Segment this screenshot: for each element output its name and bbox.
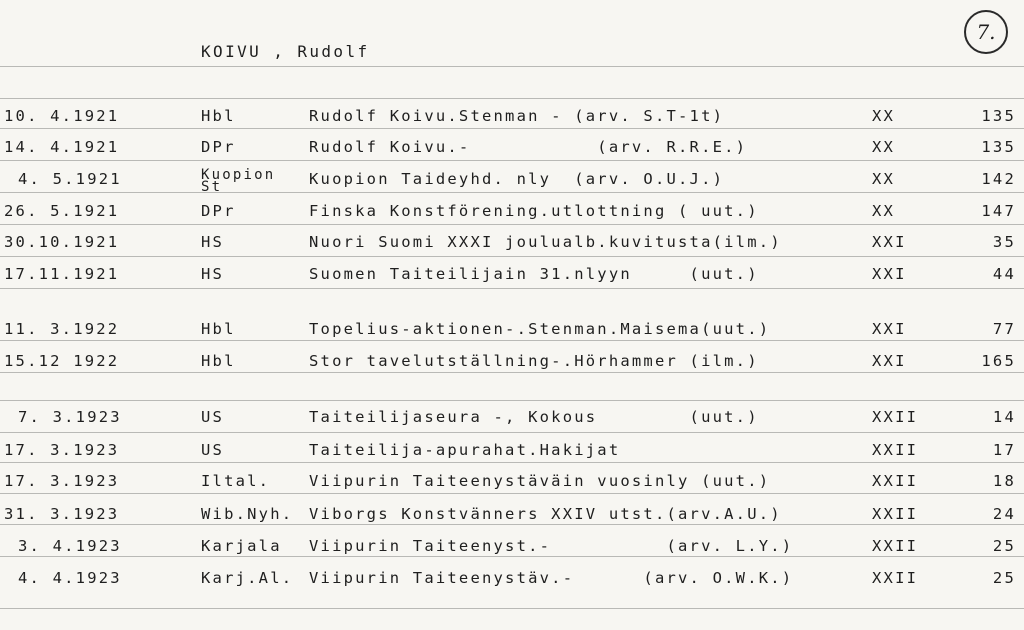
entry-row: [0, 262, 1024, 286]
entry-row: [0, 135, 1024, 159]
entry-source: US: [201, 441, 225, 459]
ruled-line: [0, 224, 1024, 225]
entry-description: Taiteilijaseura -, Kokous (uut.): [309, 408, 759, 426]
ruled-line: [0, 608, 1024, 609]
entry-description: Kuopion Taideyhd. nly (arv. O.U.J.): [309, 170, 725, 188]
entry-source: HS: [201, 265, 225, 283]
entry-row: [0, 104, 1024, 128]
entry-volume: XXII: [872, 537, 919, 555]
ruled-line: [0, 256, 1024, 257]
entry-page: 135: [981, 107, 1016, 125]
entry-row: [0, 566, 1024, 590]
entry-row: [0, 317, 1024, 341]
ruled-line: [0, 66, 1024, 67]
entry-page: 135: [981, 138, 1016, 156]
entry-description: Topelius-aktionen-.Stenman.Maisema(uut.): [309, 320, 771, 338]
card-number: 7.: [976, 20, 996, 44]
entry-date: 4. 4.1923: [18, 569, 122, 587]
entry-date: 15.12 1922: [4, 352, 120, 370]
entry-date: 26. 5.1921: [4, 202, 120, 220]
entry-date: 17. 3.1923: [4, 472, 120, 490]
entry-row: [0, 502, 1024, 526]
entry-description: Viipurin Taiteenystäv.- (arv. O.W.K.): [309, 569, 794, 587]
entry-source: DPr: [201, 202, 236, 220]
ruled-line: [0, 493, 1024, 494]
entry-date: 4. 5.1921: [18, 170, 122, 188]
entry-volume: XXI: [872, 320, 907, 338]
entry-description: Nuori Suomi XXXI joulualb.kuvitusta(ilm.): [309, 233, 782, 251]
entry-row: [0, 469, 1024, 493]
entry-description: Stor tavelutställning-.Hörhammer (ilm.): [309, 352, 759, 370]
entry-page: 14: [992, 408, 1016, 426]
entry-volume: XXI: [872, 233, 907, 251]
entry-date: 17. 3.1923: [4, 441, 120, 459]
card-number-badge: [964, 10, 1008, 54]
entry-volume: XXI: [872, 265, 907, 283]
entry-row: [0, 534, 1024, 558]
entry-volume: XX: [872, 107, 896, 125]
entry-page: 77: [992, 320, 1016, 338]
entry-description: Viipurin Taiteenystäväin vuosinly (uut.): [309, 472, 771, 490]
entry-volume: XXII: [872, 505, 919, 523]
entry-description: Viipurin Taiteenyst.- (arv. L.Y.): [309, 537, 794, 555]
ruled-line: [0, 98, 1024, 99]
entry-description: Finska Konstförening.utlottning ( uut.): [309, 202, 759, 220]
surname: KOIVU: [201, 42, 262, 61]
entry-source: DPr: [201, 138, 236, 156]
entry-source: Hbl: [201, 107, 236, 125]
entry-page: 24: [992, 505, 1016, 523]
entry-description: Suomen Taiteilijain 31.nlyyn (uut.): [309, 265, 759, 283]
entry-date: 11. 3.1922: [4, 320, 120, 338]
entry-date: 14. 4.1921: [4, 138, 120, 156]
entry-page: 18: [992, 472, 1016, 490]
entry-page: 35: [992, 233, 1016, 251]
ruled-line: [0, 192, 1024, 193]
entry-date: 10. 4.1921: [4, 107, 120, 125]
ruled-line: [0, 462, 1024, 463]
entry-volume: XXII: [872, 441, 919, 459]
entry-date: 3. 4.1923: [18, 537, 122, 555]
entry-page: 17: [992, 441, 1016, 459]
entry-date: 31. 3.1923: [4, 505, 120, 523]
entry-description: Taiteilija-apurahat.Hakijat: [309, 441, 621, 459]
entry-page: 25: [992, 569, 1016, 587]
entry-volume: XX: [872, 138, 896, 156]
entry-source: Hbl: [201, 320, 236, 338]
entry-source: Iltal.: [201, 472, 271, 490]
entry-volume: XXII: [872, 408, 919, 426]
entry-row: [0, 199, 1024, 223]
entry-row: [0, 167, 1024, 195]
entry-source: Wib.Nyh.: [201, 505, 294, 523]
entry-page: 25: [992, 537, 1016, 555]
entry-description: Viborgs Konstvänners XXIV utst.(arv.A.U.): [309, 505, 782, 523]
entry-volume: XXII: [872, 569, 919, 587]
entry-date: 30.10.1921: [4, 233, 120, 251]
ruled-line: [0, 288, 1024, 289]
entry-source: Kuopion St: [201, 167, 276, 195]
ruled-line: [0, 160, 1024, 161]
entry-row: [0, 405, 1024, 429]
card-header: [201, 42, 370, 61]
name-separator: ,: [273, 42, 286, 61]
entry-volume: XX: [872, 202, 896, 220]
entry-row: [0, 349, 1024, 373]
entry-source: US: [201, 408, 225, 426]
entry-source: Karjala: [201, 537, 282, 555]
entry-source: Karj.Al.: [201, 569, 294, 587]
entry-date: 7. 3.1923: [18, 408, 122, 426]
entry-volume: XXII: [872, 472, 919, 490]
entry-date: 17.11.1921: [4, 265, 120, 283]
entry-page: 147: [981, 202, 1016, 220]
entry-page: 165: [981, 352, 1016, 370]
entry-page: 142: [981, 170, 1016, 188]
entry-source: HS: [201, 233, 225, 251]
entry-row: [0, 230, 1024, 254]
ruled-line: [0, 400, 1024, 401]
ruled-line: [0, 128, 1024, 129]
entry-page: 44: [992, 265, 1016, 283]
entry-source: Hbl: [201, 352, 236, 370]
entry-description: Rudolf Koivu.Stenman - (arv. S.T-1t): [309, 107, 725, 125]
entry-description: Rudolf Koivu.- (arv. R.R.E.): [309, 138, 748, 156]
entry-volume: XXI: [872, 352, 907, 370]
firstname: Rudolf: [297, 42, 370, 61]
entry-volume: XX: [872, 170, 896, 188]
entry-row: [0, 438, 1024, 462]
ruled-line: [0, 432, 1024, 433]
